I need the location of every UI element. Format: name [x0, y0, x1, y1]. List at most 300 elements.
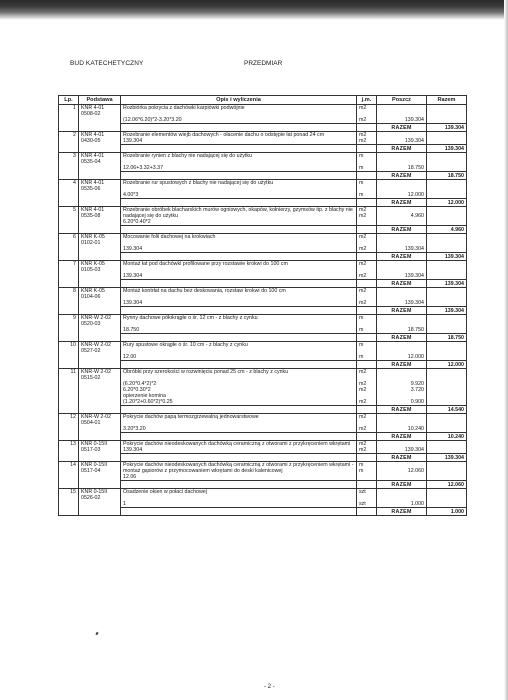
item-quantity-line: 12.000 [407, 354, 424, 360]
item-desc-line: Obróbki przy szerokości w rozwinięciu ponad 25 cm - z blachy z cynku [123, 369, 289, 375]
col-pos-header: Poszcz [377, 96, 427, 105]
item-lp: 10 [59, 342, 79, 369]
item-base [79, 342, 121, 369]
sum-spacer [357, 433, 377, 441]
sum-spacer [357, 199, 377, 207]
item-unit [357, 315, 377, 334]
table-sum-row [59, 481, 467, 489]
item-lp: 4 [59, 180, 79, 207]
table-sum-row [59, 199, 467, 207]
sum-spacer [121, 145, 357, 153]
item-quantity-line: 139.304 [404, 138, 424, 144]
item-desc-line: Montaż łat pod dachówki profilowane przy rozstawie krokwi do 100 cm [123, 261, 288, 267]
table-row [59, 207, 467, 226]
col-base-header: Podstawa [79, 96, 121, 105]
sum-label: RAZEM [377, 280, 427, 288]
item-unit [357, 153, 377, 172]
sum-value: 4.960 [427, 226, 467, 234]
sum-label: RAZEM [377, 481, 427, 489]
sum-label: RAZEM [377, 334, 427, 342]
sum-spacer [121, 406, 357, 414]
table-row [59, 369, 467, 406]
col-desc-header: Opis i wyliczenia [121, 96, 357, 105]
col-unit-header: j.m. [357, 96, 377, 105]
item-desc-line: Rury spustowe okrągłe o śr. 10 cm - z blachy z cynku [123, 342, 248, 348]
item-quantity-line: 0.900 [410, 399, 424, 405]
table-row [59, 315, 467, 334]
item-total-spacer [427, 342, 467, 361]
item-lp: 11 [59, 369, 79, 414]
item-unit-line: m [359, 354, 364, 360]
item-base-line: 0104-06 [81, 294, 101, 300]
item-unit-line: m2 [359, 288, 367, 294]
item-unit [357, 207, 377, 226]
item-quantity-line: 139.304 [404, 273, 424, 279]
sum-label: RAZEM [377, 406, 427, 414]
item-quantity-line: 3.720 [410, 387, 424, 393]
item-unit [357, 132, 377, 145]
item-desc-line: Mocowanie folii dachowej na krokwiach [123, 234, 216, 240]
item-lp: 13 [59, 441, 79, 462]
table-row [59, 489, 467, 508]
item-base [79, 132, 121, 153]
sum-label: RAZEM [377, 433, 427, 441]
item-desc-line: Pokrycie dachów papą termozgrzewalną jednowarstwowe [123, 414, 259, 420]
item-unit-line: m2 [359, 369, 367, 375]
item-quantity-line: 1.000 [410, 501, 424, 507]
item-quantity [377, 369, 427, 406]
item-unit-line: m2 [359, 117, 367, 123]
item-quantity [377, 261, 427, 280]
item-desc-line: 4.00*3 [123, 192, 139, 198]
item-unit-line: m2 [359, 426, 367, 432]
item-unit [357, 342, 377, 361]
sum-value: 12.060 [427, 481, 467, 489]
item-unit-line: m [359, 468, 364, 474]
item-desc-line: 139.304 [123, 273, 143, 279]
sum-spacer [121, 124, 357, 132]
sum-spacer [357, 226, 377, 234]
item-unit-line: m2 [359, 447, 367, 453]
table-sum-row [59, 433, 467, 441]
item-base-line: KNR-W 2-02 [81, 369, 112, 375]
sum-value: 12.000 [427, 199, 467, 207]
item-unit [357, 105, 377, 124]
item-unit [357, 261, 377, 280]
item-base-line: 0508-02 [81, 111, 101, 117]
sum-label: RAZEM [377, 508, 427, 516]
sum-spacer [121, 361, 357, 369]
table-body [59, 105, 467, 516]
item-quantity [377, 234, 427, 253]
item-unit-line: m [359, 462, 364, 468]
item-base-line: 0526-02 [81, 495, 101, 501]
item-unit [357, 462, 377, 481]
item-total-spacer [427, 261, 467, 280]
item-quantity-line: 12.000 [407, 192, 424, 198]
col-total-header: Razem [427, 96, 467, 105]
item-base-line: 0527-02 [81, 348, 101, 354]
item-unit-line: m2 [359, 138, 367, 144]
sum-spacer [121, 280, 357, 288]
item-unit-line: m2 [359, 234, 367, 240]
sum-spacer [357, 508, 377, 516]
item-unit [357, 441, 377, 454]
item-lp: 6 [59, 234, 79, 261]
item-unit-line: m2 [359, 414, 367, 420]
item-lp: 7 [59, 261, 79, 288]
item-unit [357, 369, 377, 406]
item-unit-line: m2 [359, 399, 367, 405]
item-unit-line: m [359, 165, 364, 171]
item-base-line: KNR 0-15II [81, 462, 108, 468]
item-description [121, 105, 357, 124]
sum-value: 139.304 [427, 124, 467, 132]
table-row [59, 342, 467, 361]
item-base-line: KNR 4-01 [81, 153, 105, 159]
item-description [121, 153, 357, 172]
sum-spacer [121, 481, 357, 489]
item-desc-line: 12.00 [123, 354, 137, 360]
sum-spacer [121, 508, 357, 516]
sum-spacer [121, 433, 357, 441]
item-desc-line: 139.304 [123, 138, 143, 144]
item-base-line: 0105-03 [81, 267, 101, 273]
sum-label: RAZEM [377, 199, 427, 207]
item-base [79, 489, 121, 516]
item-total-spacer [427, 132, 467, 145]
item-base-line: KNR 0-15II [81, 489, 108, 495]
item-base [79, 414, 121, 441]
item-desc-line: Rozebranie rur spustowych z blachy nie nadającej się do użytku [123, 180, 274, 186]
item-unit-line: m2 [359, 246, 367, 252]
item-total-spacer [427, 462, 467, 481]
sum-value: 1.000 [427, 508, 467, 516]
table-sum-row [59, 508, 467, 516]
item-description [121, 207, 357, 226]
item-unit [357, 489, 377, 508]
item-desc-line: Rynny dachowe półokrągłe o śr. 12 cm - z blachy z cynku [123, 315, 258, 321]
item-description [121, 369, 357, 406]
item-quantity [377, 489, 427, 508]
table-row [59, 153, 467, 172]
item-base-line: KNR K-05 [81, 288, 105, 294]
item-desc-line: Osadzenie okien w połaci dachowej [123, 489, 207, 495]
table-row [59, 414, 467, 433]
sum-value: 12.000 [427, 361, 467, 369]
item-base-line: KNR 4-01 [81, 132, 105, 138]
scan-speck [95, 632, 98, 636]
item-description [121, 342, 357, 361]
item-description [121, 441, 357, 454]
item-description [121, 234, 357, 253]
item-total-spacer [427, 180, 467, 199]
item-base [79, 234, 121, 261]
item-unit-line: m2 [359, 207, 367, 213]
sum-value: 10.240 [427, 433, 467, 441]
table-row [59, 288, 467, 307]
sum-spacer [121, 334, 357, 342]
item-unit-line: m2 [359, 261, 367, 267]
item-desc-line: 12.06+3.32+3.37 [123, 165, 164, 171]
item-quantity [377, 207, 427, 226]
item-lp: 15 [59, 489, 79, 516]
item-base-line: KNR K-05 [81, 234, 105, 240]
table-row [59, 180, 467, 199]
item-quantity [377, 315, 427, 334]
item-total-spacer [427, 414, 467, 433]
item-base-line: 0535-08 [81, 213, 101, 219]
item-base-line: KNR-W 2-02 [81, 315, 112, 321]
item-base-line: KNR-W 2-02 [81, 342, 112, 348]
item-unit-line: m2 [359, 273, 367, 279]
item-base [79, 261, 121, 288]
item-quantity-line: 139.304 [404, 246, 424, 252]
table-sum-row [59, 334, 467, 342]
item-quantity [377, 462, 427, 481]
item-desc-line: 139.304 [123, 246, 143, 252]
item-base-line: 0102-01 [81, 240, 101, 246]
item-quantity-line: 10.240 [407, 426, 424, 432]
item-lp: 1 [59, 105, 79, 132]
item-desc-line: 6.20*0.40*2 [123, 219, 151, 225]
item-lp: 12 [59, 414, 79, 441]
item-total-spacer [427, 288, 467, 307]
item-total-spacer [427, 234, 467, 253]
item-quantity-line: 139.304 [404, 117, 424, 123]
item-description [121, 261, 357, 280]
item-quantity-line: 18.750 [407, 165, 424, 171]
item-base [79, 207, 121, 234]
item-desc-line: 6.20*0.30*2 [123, 387, 151, 393]
item-unit-line: m2 [359, 213, 367, 219]
item-desc-line: 18.750 [123, 327, 140, 333]
item-base-line: 0520-03 [81, 321, 101, 327]
sum-value: 139.304 [427, 145, 467, 153]
item-base-line: 0515-02 [81, 375, 101, 381]
item-lp: 3 [59, 153, 79, 180]
table-sum-row [59, 454, 467, 462]
item-desc-line: Rozebranie rynien z blachy nie nadającej się do użytku [123, 153, 252, 159]
table-header-row [59, 96, 467, 105]
sum-spacer [357, 334, 377, 342]
table-row [59, 105, 467, 124]
item-lp: 5 [59, 207, 79, 234]
item-desc-line: (1.20*2+0.60*2)*0.25 [123, 399, 173, 405]
item-total-spacer [427, 369, 467, 406]
item-quantity [377, 441, 427, 454]
item-base-line: 0535-06 [81, 186, 101, 192]
item-total-spacer [427, 315, 467, 334]
sum-value: 139.304 [427, 280, 467, 288]
item-description [121, 315, 357, 334]
sum-label: RAZEM [377, 145, 427, 153]
item-quantity-line: 9.920 [410, 381, 424, 387]
sum-label: RAZEM [377, 361, 427, 369]
table-sum-row [59, 145, 467, 153]
item-base-line: KNR 4-01 [81, 180, 105, 186]
item-desc-line: 1 [123, 501, 126, 507]
item-base-line: 0535-04 [81, 159, 101, 165]
item-unit [357, 288, 377, 307]
item-unit-line: m2 [359, 105, 367, 111]
sum-spacer [121, 199, 357, 207]
item-quantity [377, 288, 427, 307]
sum-spacer [357, 361, 377, 369]
item-total-spacer [427, 489, 467, 508]
item-desc-line: (6.20*0.4*2)*2 [123, 381, 157, 387]
item-base [79, 105, 121, 132]
item-base-line: 0430-05 [81, 138, 101, 144]
estimate-table [58, 95, 467, 516]
sum-spacer [357, 307, 377, 315]
item-quantity [377, 105, 427, 124]
sum-spacer [121, 226, 357, 234]
sum-spacer [357, 145, 377, 153]
item-quantity-line: 139.304 [404, 447, 424, 453]
item-quantity [377, 414, 427, 433]
sum-spacer [357, 481, 377, 489]
item-unit-line: m [359, 342, 364, 348]
item-unit-line: m [359, 315, 364, 321]
scan-shadow-top [0, 0, 508, 20]
item-unit-line: szt [359, 501, 366, 507]
item-total-spacer [427, 105, 467, 124]
item-base [79, 288, 121, 315]
document-investor: BUD KATECHETYCZNY [70, 60, 144, 67]
item-desc-line: Rozebranie elementów wiejb dachowych - ołacenie dachu o odstępie łat ponad 24 cm [123, 132, 325, 138]
item-description [121, 489, 357, 508]
item-unit-line: m [359, 153, 364, 159]
sum-label: RAZEM [377, 253, 427, 261]
sum-label: RAZEM [377, 124, 427, 132]
item-unit [357, 234, 377, 253]
item-unit [357, 180, 377, 199]
item-base [79, 180, 121, 207]
item-desc-line: 139.304 [123, 300, 143, 306]
table-sum-row [59, 280, 467, 288]
table-sum-row [59, 124, 467, 132]
item-base [79, 369, 121, 414]
item-unit-line: m2 [359, 387, 367, 393]
sum-label: RAZEM [377, 307, 427, 315]
item-quantity-line: 139.304 [404, 300, 424, 306]
sum-spacer [121, 253, 357, 261]
item-unit-line: m2 [359, 132, 367, 138]
item-unit-line: m [359, 327, 364, 333]
sum-value: 18.750 [427, 172, 467, 180]
item-desc-line: opierzenie komina [123, 393, 166, 399]
item-base-line: 0517-03 [81, 447, 101, 453]
item-desc-line: Rozbiórka pokrycia z dachówki karpiówki podwójnie [123, 105, 245, 111]
item-total-spacer [427, 207, 467, 226]
sum-label: RAZEM [377, 172, 427, 180]
item-desc-line: 12.06 [123, 474, 137, 480]
item-description [121, 288, 357, 307]
item-lp: 14 [59, 462, 79, 489]
sum-value: 139.304 [427, 307, 467, 315]
item-description [121, 132, 357, 145]
sum-spacer [357, 172, 377, 180]
document-title: PRZEDMIAR [244, 60, 283, 67]
sum-spacer [357, 280, 377, 288]
sum-spacer [121, 172, 357, 180]
item-base-line: KNR K-05 [81, 261, 105, 267]
sum-spacer [357, 454, 377, 462]
item-quantity-line: 12.060 [407, 468, 424, 474]
item-quantity [377, 342, 427, 361]
item-unit-line: m2 [359, 300, 367, 306]
sum-value: 14.540 [427, 406, 467, 414]
table-sum-row [59, 226, 467, 234]
table-sum-row [59, 361, 467, 369]
item-quantity [377, 132, 427, 145]
sum-spacer [357, 253, 377, 261]
item-unit-line: m [359, 192, 364, 198]
item-unit [357, 414, 377, 433]
table-row [59, 441, 467, 454]
item-unit-line: m2 [359, 381, 367, 387]
item-base-line: KNR-W 2-02 [81, 414, 112, 420]
table-sum-row [59, 406, 467, 414]
item-base-line: KNR 4-01 [81, 105, 105, 111]
item-unit-line: m [359, 180, 364, 186]
item-base-line: KNR 4-01 [81, 207, 105, 213]
item-description [121, 414, 357, 433]
item-desc-line: Pokrycie dachów nieodeskowanych dachówką ceramiczną z otworami z przykręceniem wkrętami - montaż gąsiorów z przymocowaniem wkrętami do deski kalenicowej [123, 462, 354, 474]
page-number: - 2 - [264, 684, 275, 690]
sum-value: 139.304 [427, 454, 467, 462]
item-total-spacer [427, 153, 467, 172]
item-quantity [377, 180, 427, 199]
table-sum-row [59, 307, 467, 315]
item-quantity [377, 153, 427, 172]
table-row [59, 462, 467, 481]
table-row [59, 234, 467, 253]
item-desc-line: 3.20*3.20 [123, 426, 146, 432]
item-quantity-line: 4.960 [410, 213, 424, 219]
sum-spacer [121, 307, 357, 315]
item-lp: 9 [59, 315, 79, 342]
item-base-line: 0517-04 [81, 468, 101, 474]
item-desc-line: Montaż kontrłat na dachu bez deskowania, rozstaw krokwi do 100 cm [123, 288, 286, 294]
sum-label: RAZEM [377, 454, 427, 462]
item-base [79, 315, 121, 342]
table-row [59, 132, 467, 145]
item-lp: 2 [59, 132, 79, 153]
sum-value: 139.304 [427, 253, 467, 261]
item-base [79, 441, 121, 462]
item-description [121, 180, 357, 199]
item-base [79, 153, 121, 180]
table-row [59, 261, 467, 280]
item-lp: 8 [59, 288, 79, 315]
item-base-line: 0504-01 [81, 420, 101, 426]
item-description [121, 462, 357, 481]
item-quantity-line: 18.750 [407, 327, 424, 333]
item-total-spacer [427, 441, 467, 454]
item-base [79, 462, 121, 489]
table-sum-row [59, 253, 467, 261]
scan-shadow-right [504, 0, 508, 700]
col-lp-header: Lp. [59, 96, 79, 105]
item-unit-line: szt [359, 489, 366, 495]
item-desc-line: 139.304 [123, 447, 143, 453]
sum-label: RAZEM [377, 226, 427, 234]
sum-spacer [357, 406, 377, 414]
table-sum-row [59, 172, 467, 180]
item-desc-line: (12.06*6.20)*2-3.20*3.20 [123, 117, 182, 123]
